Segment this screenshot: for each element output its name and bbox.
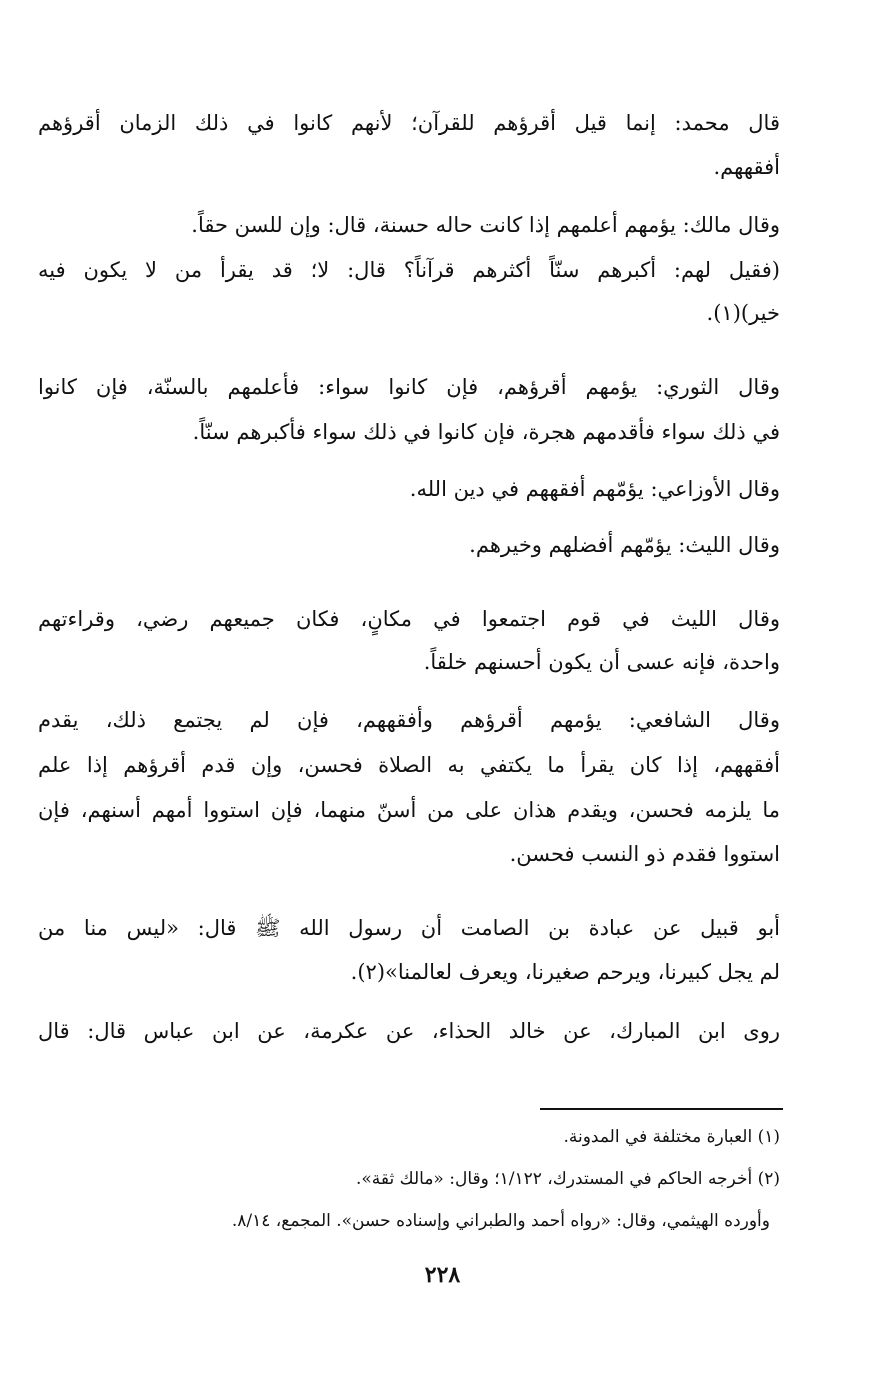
text-line: لم يجل كبيرنا، ويرحم صغيرنا، ويعرف لعالمنا»(٢). bbox=[350, 960, 780, 984]
footnote-2-continued: وأورده الهيثمي، وقال: «رواه أحمد والطبراني وإسناده حسن». المجمع، ٨/١٤. bbox=[231, 1211, 770, 1231]
text-line: وقال الليث: يؤمّهم أفضلهم وخيرهم. bbox=[469, 533, 780, 557]
text-line: أفقههم، إذا كان يقرأ ما يكتفي به الصلاة فحسن، وإن قدم أقرؤهم إذا علم bbox=[38, 753, 780, 777]
footnote-2: (٢) أخرجه الحاكم في المستدرك، ١/١٢٢؛ وقال: «مالك ثقة». bbox=[355, 1169, 780, 1189]
text-line: وقال الشافعي: يؤمهم أقرؤهم وأفقههم، فإن لم يجتمع ذلك، يقدم bbox=[38, 708, 780, 732]
text-line: خير)(١). bbox=[706, 301, 780, 325]
text-line: ما يلزمه فحسن، ويقدم هذان على من أسنّ منهما، فإن استووا أمهم أسنهم، فإن bbox=[38, 798, 780, 822]
text-line: في ذلك سواء فأقدمهم هجرة، فإن كانوا في ذلك سواء فأكبرهم سنّاً. bbox=[192, 420, 780, 444]
page-number: ٢٢٨ bbox=[424, 1262, 461, 1288]
footnote-divider bbox=[540, 1108, 783, 1110]
text-line: روى ابن المبارك، عن خالد الحذاء، عن عكرمة، عن ابن عباس قال: قال bbox=[38, 1019, 780, 1043]
text-line: واحدة، فإنه عسى أن يكون أحسنهم خلقاً. bbox=[423, 650, 780, 674]
text-line: استووا فقدم ذو النسب فحسن. bbox=[509, 842, 780, 866]
text-line: وقال الليث في قوم اجتمعوا في مكانٍ، فكان جميعهم رضي، وقراءتهم bbox=[38, 607, 781, 631]
text-line: أبو قبيل عن عبادة بن الصامت أن رسول الله ﷺ قال: «ليس منا من bbox=[38, 916, 780, 940]
footnote-1: (١) العبارة مختلفة في المدونة. bbox=[563, 1127, 780, 1147]
text-line: قال محمد: إنما قيل أقرؤهم للقرآن؛ لأنهم كانوا في ذلك الزمان أقرؤهم bbox=[38, 111, 780, 135]
text-line: وقال مالك: يؤمهم أعلمهم إذا كانت حاله حسنة، قال: وإن للسن حقاً. bbox=[191, 213, 780, 237]
text-line: (فقيل لهم: أكبرهم سنّاً أكثرهم قرآناً؟ قال: لا؛ قد يقرأ من لا يكون فيه bbox=[38, 258, 780, 282]
text-line: وقال الأوزاعي: يؤمّهم أفقههم في دين الله. bbox=[409, 477, 780, 501]
text-line: وقال الثوري: يؤمهم أقرؤهم، فإن كانوا سواء: فأعلمهم بالسنّة، فإن كانوا bbox=[38, 375, 780, 399]
text-line: أفقههم. bbox=[713, 155, 780, 179]
